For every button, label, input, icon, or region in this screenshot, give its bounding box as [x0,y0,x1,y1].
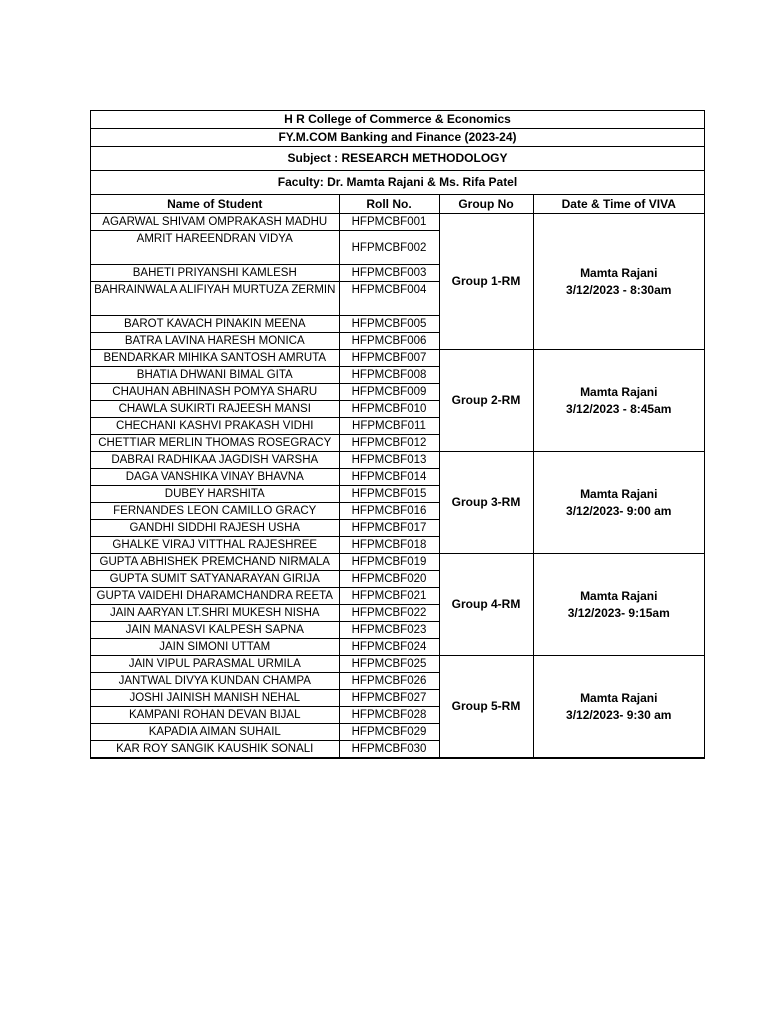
roll-number: HFPMCBF027 [339,690,439,707]
roll-number: HFPMCBF013 [339,452,439,469]
viva-slot [533,214,704,350]
student-name: JAIN AARYAN LT.SHRI MUKESH NISHA [91,605,339,622]
header-group: Group No [439,195,533,214]
roll-number: HFPMCBF004 [339,282,439,316]
table-row [91,452,704,469]
viva-faculty: Mamta Rajani [580,588,658,603]
student-name: GANDHI SIDDHI RAJESH USHA [91,520,339,537]
college-title: H R College of Commerce & Economics [91,111,704,129]
student-name: JAIN MANASVI KALPESH SAPNA [91,622,339,639]
group-label: Group 5-RM [439,656,533,758]
student-name: FERNANDES LEON CAMILLO GRACY [91,503,339,520]
student-name: AGARWAL SHIVAM OMPRAKASH MADHU [91,214,339,231]
roll-number: HFPMCBF016 [339,503,439,520]
header-name: Name of Student [91,195,339,214]
group-label: Group 3-RM [439,452,533,554]
table-row [91,656,704,673]
roll-number: HFPMCBF018 [339,537,439,554]
table-body [91,214,704,758]
student-name: CHAWLA SUKIRTI RAJEESH MANSI [91,401,339,418]
roll-number: HFPMCBF024 [339,639,439,656]
viva-faculty: Mamta Rajani [580,265,658,280]
student-name: GUPTA ABHISHEK PREMCHAND NIRMALA [91,554,339,571]
viva-time: 3/12/2023- 9:15am [567,605,670,620]
faculty-title: Faculty: Dr. Mamta Rajani & Ms. Rifa Patel [91,171,704,195]
student-name: DABRAI RADHIKAA JAGDISH VARSHA [91,452,339,469]
roll-number: HFPMCBF001 [339,214,439,231]
viva-time: 3/12/2023- 9:30 am [566,707,672,722]
student-name: BAHRAINWALA ALIFIYAH MURTUZA ZERMIN [91,282,339,316]
student-name: KAMPANI ROHAN DEVAN BIJAL [91,707,339,724]
viva-time: 3/12/2023- 9:00 am [566,503,672,518]
group-label: Group 1-RM [439,214,533,350]
viva-slot [533,452,704,554]
student-name: JAIN SIMONI UTTAM [91,639,339,656]
viva-slot [533,350,704,452]
roll-number: HFPMCBF010 [339,401,439,418]
group-label: Group 2-RM [439,350,533,452]
group-label: Group 4-RM [439,554,533,656]
roll-number: HFPMCBF009 [339,384,439,401]
viva-slot [533,554,704,656]
student-name: BATRA LAVINA HARESH MONICA [91,333,339,350]
roll-number: HFPMCBF019 [339,554,439,571]
student-name: JOSHI JAINISH MANISH NEHAL [91,690,339,707]
student-name: GHALKE VIRAJ VITTHAL RAJESHREE [91,537,339,554]
roll-number: HFPMCBF021 [339,588,439,605]
student-name: CHECHANI KASHVI PRAKASH VIDHI [91,418,339,435]
roll-number: HFPMCBF005 [339,316,439,333]
roll-number: HFPMCBF006 [339,333,439,350]
table-header-row [91,195,704,214]
roll-number: HFPMCBF011 [339,418,439,435]
roll-number: HFPMCBF002 [339,231,439,265]
student-name: KAR ROY SANGIK KAUSHIK SONALI [91,741,339,758]
viva-time: 3/12/2023 - 8:30am [566,282,672,297]
program-title: FY.M.COM Banking and Finance (2023-24) [91,129,704,147]
student-name: DUBEY HARSHITA [91,486,339,503]
student-name: DAGA VANSHIKA VINAY BHAVNA [91,469,339,486]
roll-number: HFPMCBF026 [339,673,439,690]
student-name: BHATIA DHWANI BIMAL GITA [91,367,339,384]
viva-faculty: Mamta Rajani [580,384,658,399]
roll-number: HFPMCBF003 [339,265,439,282]
roll-number: HFPMCBF020 [339,571,439,588]
student-name: CHAUHAN ABHINASH POMYA SHARU [91,384,339,401]
student-name: JAIN VIPUL PARASMAL URMILA [91,656,339,673]
roll-number: HFPMCBF029 [339,724,439,741]
roll-number: HFPMCBF017 [339,520,439,537]
viva-faculty: Mamta Rajani [580,486,658,501]
header-viva: Date & Time of VIVA [533,195,704,214]
table-row [91,554,704,571]
student-name: BAHETI PRIYANSHI KAMLESH [91,265,339,282]
roll-number: HFPMCBF015 [339,486,439,503]
viva-schedule-sheet [90,110,705,759]
table-row [91,350,704,367]
viva-table [91,195,704,758]
roll-number: HFPMCBF030 [339,741,439,758]
student-name: GUPTA VAIDEHI DHARAMCHANDRA REETA [91,588,339,605]
roll-number: HFPMCBF023 [339,622,439,639]
roll-number: HFPMCBF025 [339,656,439,673]
student-name: CHETTIAR MERLIN THOMAS ROSEGRACY [91,435,339,452]
subject-title: Subject : RESEARCH METHODOLOGY [91,147,704,171]
roll-number: HFPMCBF022 [339,605,439,622]
student-name: BENDARKAR MIHIKA SANTOSH AMRUTA [91,350,339,367]
roll-number: HFPMCBF007 [339,350,439,367]
roll-number: HFPMCBF012 [339,435,439,452]
header-roll: Roll No. [339,195,439,214]
student-name: AMRIT HAREENDRAN VIDYA [91,231,339,265]
roll-number: HFPMCBF028 [339,707,439,724]
student-name: GUPTA SUMIT SATYANARAYAN GIRIJA [91,571,339,588]
roll-number: HFPMCBF008 [339,367,439,384]
roll-number: HFPMCBF014 [339,469,439,486]
viva-time: 3/12/2023 - 8:45am [566,401,672,416]
student-name: JANTWAL DIVYA KUNDAN CHAMPA [91,673,339,690]
student-name: KAPADIA AIMAN SUHAIL [91,724,339,741]
viva-faculty: Mamta Rajani [580,690,658,705]
student-name: BAROT KAVACH PINAKIN MEENA [91,316,339,333]
viva-slot [533,656,704,758]
table-row [91,214,704,231]
